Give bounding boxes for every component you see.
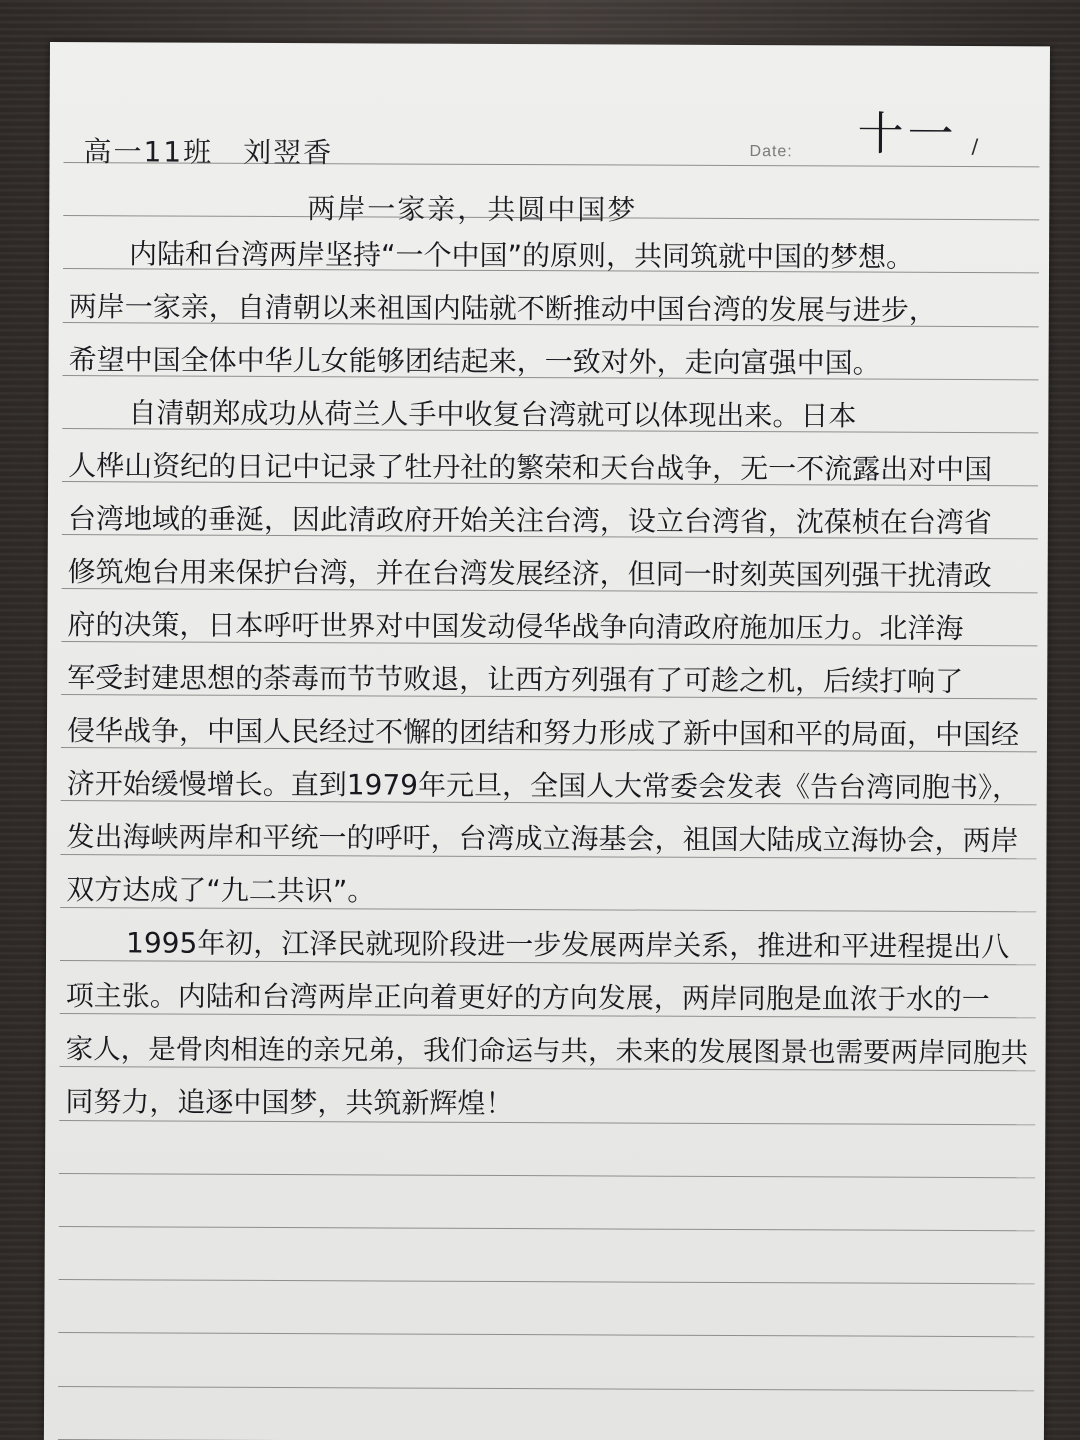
essay-line: 府的决策，日本呼吁世界对中国发动侵华战争向清政府施加压力。北洋海: [67, 608, 964, 645]
ruled-line: [58, 1332, 1034, 1337]
essay-line: 1995年初，江泽民就现阶段进一步发展两岸关系，推进和平进程提出八: [125, 926, 1010, 964]
ruled-line: [59, 1173, 1035, 1178]
essay-line: 发出海峡两岸和平统一的呼吁，台湾成立海基会，祖国大陆成立海协会，两岸: [66, 820, 1019, 858]
ruled-line: [58, 1386, 1034, 1391]
ruled-lines: [50, 42, 1050, 46]
essay-line: 双方达成了“九二共识”。: [66, 873, 376, 908]
date-separator: /: [971, 134, 979, 159]
essay-line: 侵华战争，中国人民经过不懈的团结和努力形成了新中国和平的局面，中国经: [66, 714, 1020, 752]
essay-line: 自清朝郑成功从荷兰人手中收复台湾就可以体现出来。日本: [128, 396, 857, 433]
student-class-name: 高一11班 刘翌香: [83, 135, 334, 170]
essay-line: 内陆和台湾两岸坚持“一个中国”的原则，共同筑就中国的梦想。: [129, 237, 915, 274]
essay-line: 家人，是骨肉相连的亲兄弟，我们命运与共，未来的发展图景也需要两岸同胞共: [65, 1033, 1029, 1070]
ruled-line: [59, 1279, 1035, 1284]
essay-line: 台湾地域的垂涎，因此清政府开始关注台湾，设立台湾省，沈葆桢在台湾省: [67, 502, 992, 540]
essay-line: 希望中国全体中华儿女能够团结起来，一致对外，走向富强中国。: [68, 343, 881, 380]
essay-line: 济开始缓慢增长。直到1979年元旦，全国人大常委会发表《告台湾同胞书》，: [66, 767, 1021, 805]
essay-line: 项主张。内陆和台湾两岸正向着更好的方向发展，两岸同胞是血浓于水的一: [65, 979, 990, 1017]
ruled-line: [59, 1226, 1035, 1231]
essay-line: 修筑炮台用来保护台湾，并在台湾发展经济，但同一时刻英国列强干扰清政: [67, 555, 992, 593]
ruled-line: [59, 1120, 1035, 1125]
essay-line: 两岸一家亲，自清朝以来祖国内陆就不断推动中国台湾的发展与进步，: [68, 290, 937, 327]
essay-line: 同努力，追逐中国梦，共筑新辉煌！: [65, 1085, 514, 1121]
date-label: Date:: [749, 143, 793, 161]
date-value: 十一: [857, 106, 958, 161]
essay-line: 人桦山资纪的日记中记录了牡丹社的繁荣和天台战争，无一不流露出对中国: [68, 449, 993, 487]
notebook-page: [44, 42, 1050, 1440]
essay-line: 军受封建思想的荼毒而节节败退，让西方列强有了可趁之机，后续打响了: [67, 661, 964, 698]
essay-title: 两岸一家亲，共圆中国梦: [307, 192, 638, 227]
